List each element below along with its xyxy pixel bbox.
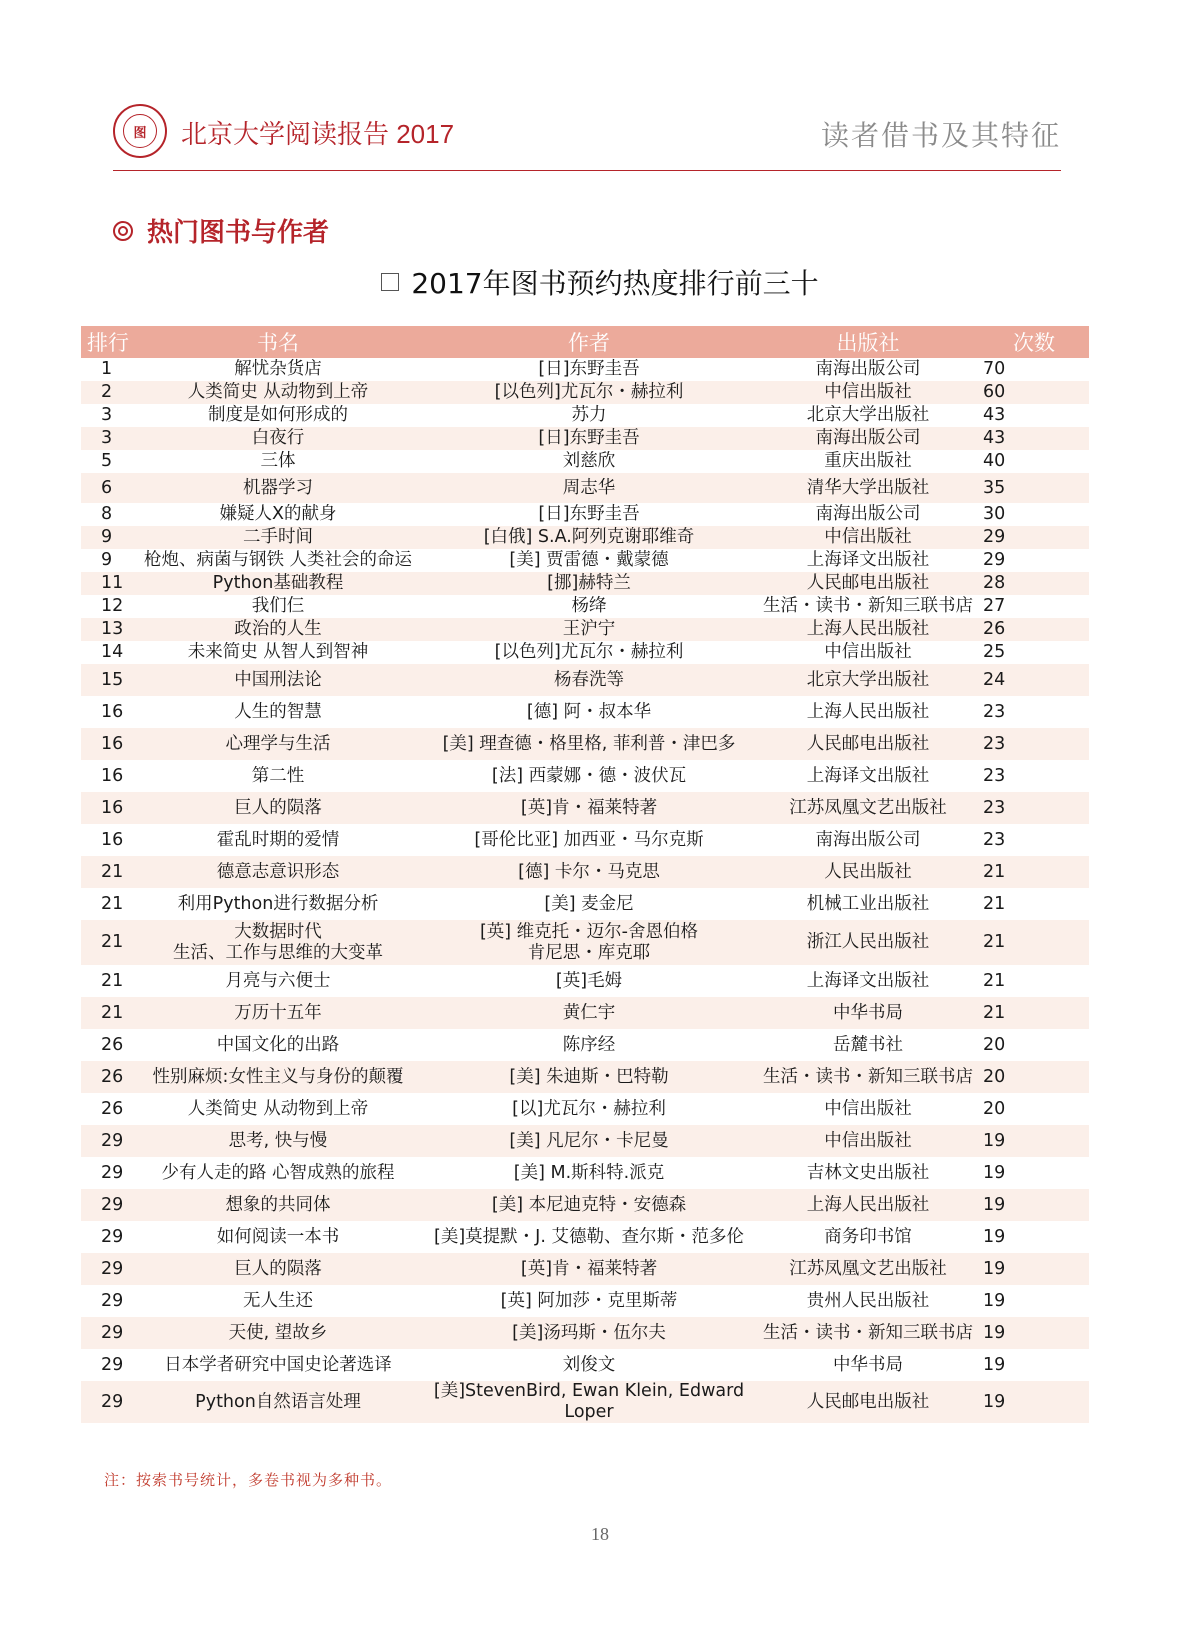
count-cell: 20 (979, 1061, 1089, 1093)
count-cell: 70 (983, 359, 1006, 379)
book-title-cell: 利用Python进行数据分析 (177, 893, 379, 914)
publisher-cell: 人民邮电出版社 (757, 728, 979, 760)
publisher-cell: 人民邮电出版社 (757, 572, 979, 595)
author-cell: [挪]赫特兰 (421, 572, 757, 595)
table-row (81, 1221, 1089, 1253)
table-row (81, 427, 1089, 450)
rank-cell: 16 (81, 728, 135, 760)
book-title-cell: 第二性 (251, 765, 305, 786)
publisher-cell: 上海人民出版社 (757, 1189, 979, 1221)
book-title-cell: 少有人走的路 心智成熟的旅程 (161, 1162, 395, 1183)
publisher-cell: 南海出版公司 (815, 504, 921, 524)
book-title-cell: 巨人的陨落 (135, 1253, 421, 1285)
count-cell: 24 (979, 664, 1089, 696)
footnote: 注：按索书号统计，多卷书视为多种书。 (104, 1471, 393, 1489)
author-cell: [美] 朱迪斯・巴特勒 (421, 1061, 757, 1093)
publisher-cell: 人民邮电出版社 (757, 1381, 979, 1423)
page-number: 18 (591, 1524, 609, 1544)
book-title-cell: 性别麻烦:女性主义与身份的颠覆 (135, 1061, 421, 1093)
rank-cell: 29 (81, 1381, 135, 1423)
author-cell: 刘慈欣 (562, 451, 616, 471)
count-cell: 40 (983, 451, 1006, 471)
author-cell: 杨春洗等 (421, 664, 757, 696)
rank-cell: 1 (101, 359, 113, 379)
seal-center-glyph: 图 (123, 114, 157, 148)
author-cell: 陈序经 (562, 1034, 616, 1055)
book-title-cell: 无人生还 (243, 1290, 313, 1311)
book-title-cell: 思考, 快与慢 (135, 1125, 421, 1157)
rank-cell: 3 (101, 405, 113, 425)
table-row (81, 965, 1089, 997)
column-header-rank: 排行 (81, 326, 135, 358)
column-header-publisher: 出版社 (757, 326, 979, 358)
rank-cell: 6 (81, 473, 135, 503)
count-cell: 60 (979, 381, 1089, 404)
book-title-cell (135, 920, 421, 965)
book-title-cell: 巨人的陨落 (135, 792, 421, 824)
table-row (81, 728, 1089, 760)
publisher-cell: 上海人民出版社 (757, 618, 979, 641)
table-row (81, 1317, 1089, 1349)
author-cell: 王沪宁 (421, 618, 757, 641)
book-title-cell: 想象的共同体 (135, 1189, 421, 1221)
table-row (81, 856, 1089, 888)
publisher-cell: 贵州人民出版社 (806, 1290, 930, 1311)
author-cell: [英]肯・福莱特著 (421, 792, 757, 824)
book-title-cell: 三体 (260, 451, 296, 471)
publisher-cell: 中信出版社 (757, 381, 979, 404)
table-header-row (81, 326, 1089, 358)
table-row (81, 1189, 1089, 1221)
section-title-text: 热门图书与作者 (147, 218, 330, 248)
book-title-cell: 中国文化的出路 (216, 1034, 340, 1055)
count-cell: 19 (983, 1226, 1006, 1247)
author-cell: [英] 阿加莎・克里斯蒂 (500, 1290, 678, 1311)
ranking-table (81, 326, 1089, 1423)
table-row (81, 1125, 1089, 1157)
author-cell: 周志华 (421, 473, 757, 503)
publisher-cell: 商务印书馆 (824, 1226, 912, 1247)
table-row (81, 572, 1089, 595)
publisher-cell: 中信出版社 (824, 642, 912, 662)
count-cell: 19 (979, 1253, 1089, 1285)
count-cell: 19 (983, 1290, 1006, 1311)
count-cell: 21 (979, 997, 1089, 1029)
author-cell: [美] 麦金尼 (544, 893, 634, 914)
author-cell: [美] 本尼迪克特・安德森 (421, 1189, 757, 1221)
table-row (81, 824, 1089, 856)
author-cell: 杨绛 (571, 596, 607, 616)
count-cell: 19 (979, 1189, 1089, 1221)
author-cell: [日]东野圭吾 (538, 359, 640, 379)
rank-cell: 26 (81, 1061, 135, 1093)
author-cell: [日]东野圭吾 (421, 427, 757, 450)
count-cell: 19 (979, 1381, 1089, 1423)
table-row (81, 888, 1089, 920)
table-row (81, 664, 1089, 696)
rank-cell: 29 (81, 1317, 135, 1349)
author-cell (421, 920, 757, 965)
table-body (81, 358, 1089, 1423)
header-divider (113, 170, 1061, 171)
publisher-cell: 生活・读书・新知三联书店 (757, 1061, 979, 1093)
count-cell: 20 (983, 1034, 1006, 1055)
rank-cell: 29 (101, 1162, 124, 1183)
publisher-cell: 上海译文出版社 (806, 765, 930, 786)
count-cell: 23 (983, 765, 1006, 786)
count-cell: 26 (979, 618, 1089, 641)
rank-cell: 16 (101, 701, 124, 722)
report-title: 北京大学阅读报告 2017 (181, 119, 455, 149)
book-title-cell: 枪炮、病菌与钢铁 人类社会的命运 (143, 550, 413, 570)
table-row (81, 1381, 1089, 1423)
count-cell: 28 (979, 572, 1089, 595)
book-title-cell: 解忧杂货店 (234, 359, 322, 379)
author-cell: 黄仁宇 (421, 997, 757, 1029)
publisher-cell: 浙江人民出版社 (757, 920, 979, 965)
book-title-cell: Python自然语言处理 (135, 1381, 421, 1423)
rank-cell: 29 (101, 1290, 124, 1311)
publisher-cell: 机械工业出版社 (806, 893, 930, 914)
publisher-cell: 吉林文史出版社 (806, 1162, 930, 1183)
author-cell: [德] 卡尔・马克思 (421, 856, 757, 888)
table-row (81, 618, 1089, 641)
book-title-cell: 二手时间 (135, 526, 421, 549)
count-cell: 20 (983, 1098, 1006, 1119)
rank-cell: 8 (101, 504, 113, 524)
count-cell: 23 (983, 829, 1006, 850)
rank-cell: 29 (81, 1253, 135, 1285)
count-cell: 21 (983, 893, 1006, 914)
square-bullet-icon (381, 273, 399, 291)
count-cell: 30 (983, 504, 1006, 524)
count-cell: 25 (983, 642, 1006, 662)
publisher-cell: 岳麓书社 (833, 1034, 903, 1055)
table-row (81, 404, 1089, 427)
column-header-count: 次数 (979, 326, 1089, 358)
table-row (81, 473, 1089, 503)
book-title-cell: 机器学习 (135, 473, 421, 503)
table-row (81, 526, 1089, 549)
author-cell: [美] 理查德・格里格, 菲利普・津巴多 (421, 728, 757, 760)
author-cell: [哥伦比亚] 加西亚・马尔克斯 (474, 829, 704, 850)
column-header-author: 作者 (421, 326, 757, 358)
rank-cell: 13 (81, 618, 135, 641)
rank-cell: 29 (81, 1189, 135, 1221)
book-title-cell: 霍乱时期的爱情 (216, 829, 340, 850)
author-cell: [白俄] S.A.阿列克谢耶维奇 (421, 526, 757, 549)
book-title-cell: 天使, 望故乡 (135, 1317, 421, 1349)
table-title-text: 2017年图书预约热度排行前三十 (411, 267, 819, 300)
rank-cell: 2 (81, 381, 135, 404)
publisher-cell: 南海出版公司 (815, 359, 921, 379)
publisher-cell: 人民出版社 (757, 856, 979, 888)
count-cell: 43 (983, 405, 1006, 425)
table-row (81, 792, 1089, 824)
rank-cell: 21 (101, 893, 124, 914)
book-title-cell-line-2: 生活、工作与思维的大变革 (173, 942, 383, 963)
book-title-cell: 如何阅读一本书 (216, 1226, 340, 1247)
author-cell: [美]汤玛斯・伍尔夫 (421, 1317, 757, 1349)
publisher-cell: 上海译文出版社 (806, 550, 930, 570)
table-row (81, 760, 1089, 792)
table-row (81, 381, 1089, 404)
publisher-cell: 中信出版社 (757, 526, 979, 549)
table-row (81, 503, 1089, 526)
rank-cell: 29 (81, 1125, 135, 1157)
table-row (81, 595, 1089, 618)
double-circle-icon (113, 221, 133, 241)
table-row (81, 1253, 1089, 1285)
publisher-cell: 南海出版公司 (815, 829, 921, 850)
university-seal-logo (113, 104, 167, 158)
count-cell: 23 (979, 792, 1089, 824)
table-row (81, 1093, 1089, 1125)
table-row (81, 641, 1089, 664)
count-cell: 29 (979, 526, 1089, 549)
rank-cell: 5 (101, 451, 113, 471)
count-cell: 27 (983, 596, 1006, 616)
table-row (81, 1349, 1089, 1381)
book-title-cell: 中国刑法论 (135, 664, 421, 696)
chapter-title: 读者借书及其特征 (820, 119, 1061, 152)
book-title-cell: 制度是如何形成的 (208, 405, 348, 425)
author-cell: [英]毛姆 (555, 970, 623, 991)
count-cell: 23 (983, 701, 1006, 722)
table-row (81, 358, 1089, 381)
count-cell: 19 (979, 1317, 1089, 1349)
publisher-cell: 清华大学出版社 (757, 473, 979, 503)
author-cell: [英]肯・福莱特著 (421, 1253, 757, 1285)
rank-cell: 11 (81, 572, 135, 595)
rank-cell: 12 (101, 596, 124, 616)
rank-cell: 21 (101, 970, 124, 991)
table-row (81, 1157, 1089, 1189)
table-row (81, 997, 1089, 1029)
publisher-cell: 中信出版社 (824, 1098, 912, 1119)
author-cell: [美] M.斯科特.派克 (513, 1162, 665, 1183)
publisher-cell: 生活・读书・新知三联书店 (757, 1317, 979, 1349)
author-cell: 刘俊文 (562, 1354, 616, 1375)
table-row (81, 920, 1089, 965)
rank-cell: 9 (81, 526, 135, 549)
author-cell: [以色列]尤瓦尔・赫拉利 (494, 642, 684, 662)
publisher-cell: 北京大学出版社 (806, 405, 930, 425)
publisher-cell: 中华书局 (757, 997, 979, 1029)
publisher-cell: 中信出版社 (757, 1125, 979, 1157)
book-title-cell: 德意志意识形态 (135, 856, 421, 888)
author-cell: [美]莫提默・J. 艾德勒、查尔斯・范多伦 (434, 1226, 744, 1247)
book-title-cell-line-1: 大数据时代 (234, 921, 322, 942)
author-cell-line-1: [英] 维克托・迈尔-舍恩伯格 (479, 921, 699, 942)
rank-cell: 21 (81, 856, 135, 888)
rank-cell: 29 (101, 1354, 124, 1375)
book-title-cell: 白夜行 (135, 427, 421, 450)
publisher-cell: 上海译文出版社 (806, 970, 930, 991)
publisher-cell: 北京大学出版社 (757, 664, 979, 696)
count-cell: 21 (979, 920, 1089, 965)
rank-cell: 15 (81, 664, 135, 696)
author-cell: [美] 凡尼尔・卡尼曼 (421, 1125, 757, 1157)
count-cell: 21 (979, 856, 1089, 888)
book-title-cell: 人类简史 从动物到上帝 (187, 1098, 369, 1119)
rank-cell: 9 (101, 550, 113, 570)
author-cell: [日]东野圭吾 (538, 504, 640, 524)
rank-cell: 26 (101, 1098, 124, 1119)
publisher-cell: 南海出版公司 (757, 427, 979, 450)
rank-cell: 3 (81, 427, 135, 450)
table-row (81, 1029, 1089, 1061)
table-row (81, 549, 1089, 572)
table-row (81, 696, 1089, 728)
book-title-cell: 万历十五年 (135, 997, 421, 1029)
author-cell: [美] 贾雷德・戴蒙德 (509, 550, 669, 570)
rank-cell: 16 (101, 765, 124, 786)
author-cell: [以]尤瓦尔・赫拉利 (512, 1098, 666, 1119)
author-cell-line-2: 肯尼思・库克耶 (527, 942, 651, 963)
book-title-cell: 政治的人生 (135, 618, 421, 641)
rank-cell: 16 (101, 829, 124, 850)
publisher-cell: 中华书局 (833, 1354, 903, 1375)
count-cell: 21 (983, 970, 1006, 991)
book-title-cell: 心理学与生活 (135, 728, 421, 760)
author-cell: [法] 西蒙娜・德・波伏瓦 (491, 765, 687, 786)
table-title (0, 262, 1200, 302)
rank-cell: 26 (101, 1034, 124, 1055)
count-cell: 23 (979, 728, 1089, 760)
rank-cell: 29 (101, 1226, 124, 1247)
book-title-cell: 嫌疑人X的献身 (219, 504, 337, 524)
book-title-cell: 未来简史 从智人到智神 (187, 642, 369, 662)
table-row (81, 1061, 1089, 1093)
column-header-title: 书名 (135, 326, 421, 358)
author-cell: [美]StevenBird, Ewan Klein, Edward Loper (421, 1381, 757, 1423)
rank-cell: 21 (81, 920, 135, 965)
section-title (113, 212, 329, 249)
publisher-cell: 上海人民出版社 (806, 701, 930, 722)
publisher-cell: 重庆出版社 (824, 451, 912, 471)
book-title-cell: 日本学者研究中国史论著选译 (164, 1354, 392, 1375)
count-cell: 43 (979, 427, 1089, 450)
page-header (113, 104, 1061, 172)
book-title-cell: 人类简史 从动物到上帝 (135, 381, 421, 404)
author-cell: [德] 阿・叔本华 (526, 701, 652, 722)
book-title-cell: Python基础教程 (135, 572, 421, 595)
book-title-cell: 我们仨 (251, 596, 305, 616)
author-cell: [以色列]尤瓦尔・赫拉利 (421, 381, 757, 404)
count-cell: 19 (979, 1125, 1089, 1157)
rank-cell: 21 (81, 997, 135, 1029)
publisher-cell: 江苏凤凰文艺出版社 (757, 1253, 979, 1285)
rank-cell: 16 (81, 792, 135, 824)
author-cell: 苏力 (571, 405, 607, 425)
publisher-cell: 生活・读书・新知三联书店 (763, 596, 973, 616)
table-row (81, 1285, 1089, 1317)
rank-cell: 14 (101, 642, 124, 662)
publisher-cell: 江苏凤凰文艺出版社 (757, 792, 979, 824)
count-cell: 19 (983, 1162, 1006, 1183)
book-title-cell: 人生的智慧 (234, 701, 322, 722)
count-cell: 35 (979, 473, 1089, 503)
book-title-cell: 月亮与六便士 (225, 970, 331, 991)
count-cell: 29 (983, 550, 1006, 570)
table-row (81, 450, 1089, 473)
count-cell: 19 (983, 1354, 1006, 1375)
